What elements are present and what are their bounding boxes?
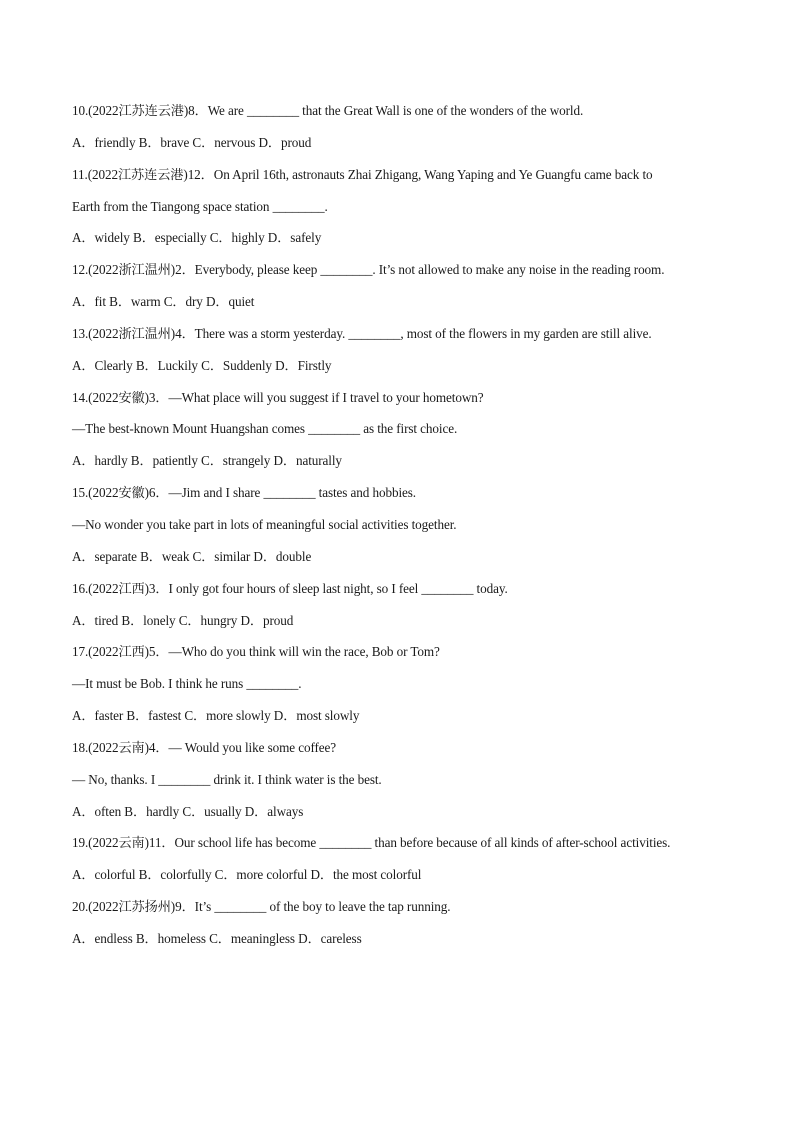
question-17-stem: 17.(2022江西)5．—Who do you think will win the race, Bob or Tom?	[72, 644, 440, 660]
question-19-options: A．colorful B．colorfully C．more colorful D．the most colorful	[72, 867, 422, 883]
question-11-stem-continued: Earth from the Tiangong space station ________.	[72, 198, 328, 214]
question-14-dialogue: —The best-known Mount Huangshan comes ________ as the first choice.	[72, 421, 458, 437]
question-16-stem: 16.(2022江西)3．I only got four hours of sleep last night, so I feel ________ today.	[72, 580, 508, 596]
question-13-stem: 13.(2022浙江温州)4．There was a storm yesterday. ________, most of the flowers in my garden are still alive.	[72, 325, 652, 341]
question-15-options: A．separate B．weak C．similar D．double	[72, 548, 312, 564]
question-18-stem: 18.(2022云南)4．— Would you like some coffee?	[72, 739, 337, 755]
question-13-options: A．Clearly B．Luckily C．Suddenly D．Firstly	[72, 357, 332, 373]
question-12-stem: 12.(2022浙江温州)2．Everybody, please keep ________. It’s not allowed to make any noise in the reading room.	[72, 262, 665, 278]
question-20-options: A．endless B．homeless C．meaningless D．careless	[72, 930, 362, 946]
question-18-options: A．often B．hardly C．usually D．always	[72, 803, 304, 819]
question-15-stem: 15.(2022安徽)6．—Jim and I share ________ tastes and hobbies.	[72, 485, 416, 501]
question-15-dialogue: —No wonder you take part in lots of meaningful social activities together.	[72, 516, 457, 532]
question-14-stem: 14.(2022安徽)3．—What place will you suggest if I travel to your hometown?	[72, 389, 484, 405]
question-11-options: A．widely B．especially C．highly D．safely	[72, 230, 322, 246]
question-17-dialogue: —It must be Bob. I think he runs ________.	[72, 676, 302, 692]
question-10-stem: 10.(2022江苏连云港)8．We are ________ that the Great Wall is one of the wonders of the world.	[72, 103, 584, 118]
question-18-dialogue: — No, thanks. I ________ drink it. I think water is the best.	[72, 771, 382, 787]
question-19-stem: 19.(2022云南)11．Our school life has become ________ than before because of all kinds of after-school activities.	[72, 835, 671, 851]
question-10-options: A．friendly B．brave C．nervous D．proud	[72, 134, 312, 150]
question-list	[72, 100, 732, 960]
question-20-stem: 20.(2022江苏扬州)9．It’s ________ of the boy to leave the tap running.	[72, 899, 451, 915]
question-11-stem: 11.(2022江苏连云港)12．On April 16th, astronauts Zhai Zhigang, Wang Yaping and Ye Guangfu came back to	[72, 166, 653, 182]
question-16-options: A．tired B．lonely C．hungry D．proud	[72, 612, 294, 628]
question-12-options: A．fit B．warm C．dry D．quiet	[72, 294, 255, 310]
question-14-options: A．hardly B．patiently C．strangely D．naturally	[72, 453, 342, 469]
question-17-options: A．faster B．fastest C．more slowly D．most slowly	[72, 708, 360, 724]
